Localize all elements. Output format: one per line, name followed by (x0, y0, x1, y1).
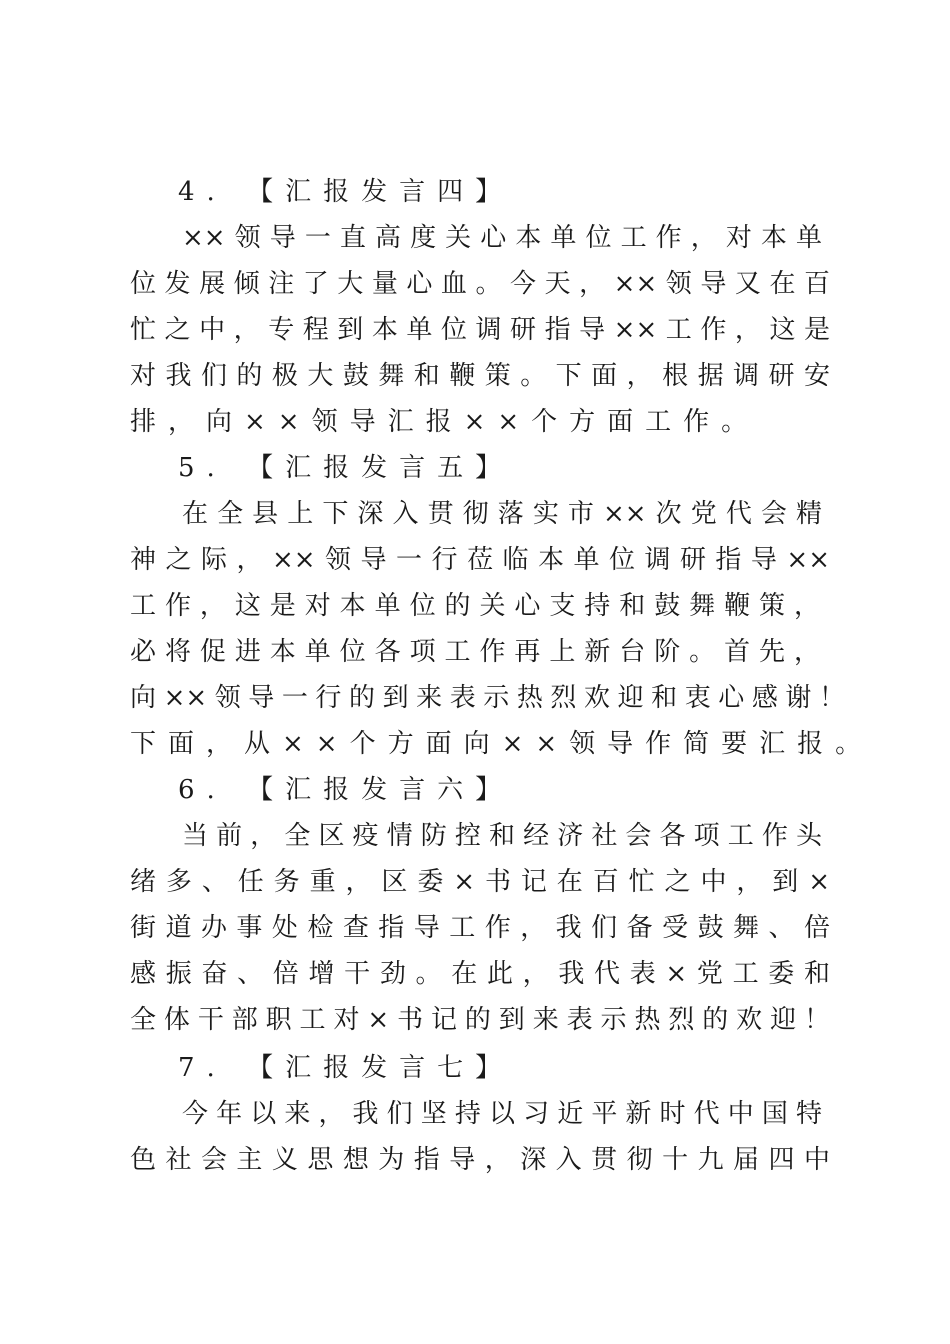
section-4-heading: 4. 【汇报发言四】 (178, 177, 514, 207)
section-5-line-6: 下面，从××个方面向××领导作简要汇报。 (130, 729, 874, 759)
section-6-line-3: 街道办事处检查指导工作，我们备受鼓舞、倍 (130, 913, 830, 943)
section-5-line-2: 神之际，××领导一行莅临本单位调研指导×× (130, 545, 830, 575)
section-4-line-4: 对我们的极大鼓舞和鞭策。下面，根据调研安 (130, 361, 830, 391)
section-6-line-4: 感振奋、倍增干劲。在此，我代表×党工委和 (130, 959, 830, 989)
section-4-line-3: 忙之中，专程到本单位调研指导××工作，这是 (130, 315, 830, 345)
section-5-line-3: 工作，这是对本单位的关心支持和鼓舞鞭策， (130, 591, 820, 621)
section-5-line-1: 在全县上下深入贯彻落实市××次党代会精 (182, 499, 822, 529)
section-5-line-4: 必将促进本单位各项工作再上新台阶。首先， (130, 637, 820, 667)
section-7-line-2: 色社会主义思想为指导，深入贯彻十九届四中 (130, 1145, 830, 1175)
section-6-heading: 6. 【汇报发言六】 (178, 775, 514, 805)
section-6-line-2: 绪多、任务重，区委×书记在百忙之中，到× (130, 867, 830, 897)
section-6-line-1: 当前，全区疫情防控和经济社会各项工作头 (182, 821, 822, 851)
section-5-line-5: 向××领导一行的到来表示热烈欢迎和衷心感谢！ (130, 683, 845, 713)
section-4-line-5: 排，向××领导汇报××个方面工作。 (130, 407, 760, 437)
section-4-line-2: 位发展倾注了大量心血。今天，××领导又在百 (130, 269, 830, 299)
section-6-line-5: 全体干部职工对×书记的到来表示热烈的欢迎！ (130, 1005, 830, 1035)
section-4-line-1: ××领导一直高度关心本单位工作，对本单 (182, 223, 822, 253)
section-7-heading: 7. 【汇报发言七】 (178, 1053, 514, 1083)
section-5-heading: 5. 【汇报发言五】 (178, 453, 514, 483)
section-7-line-1: 今年以来，我们坚持以习近平新时代中国特 (182, 1099, 822, 1129)
